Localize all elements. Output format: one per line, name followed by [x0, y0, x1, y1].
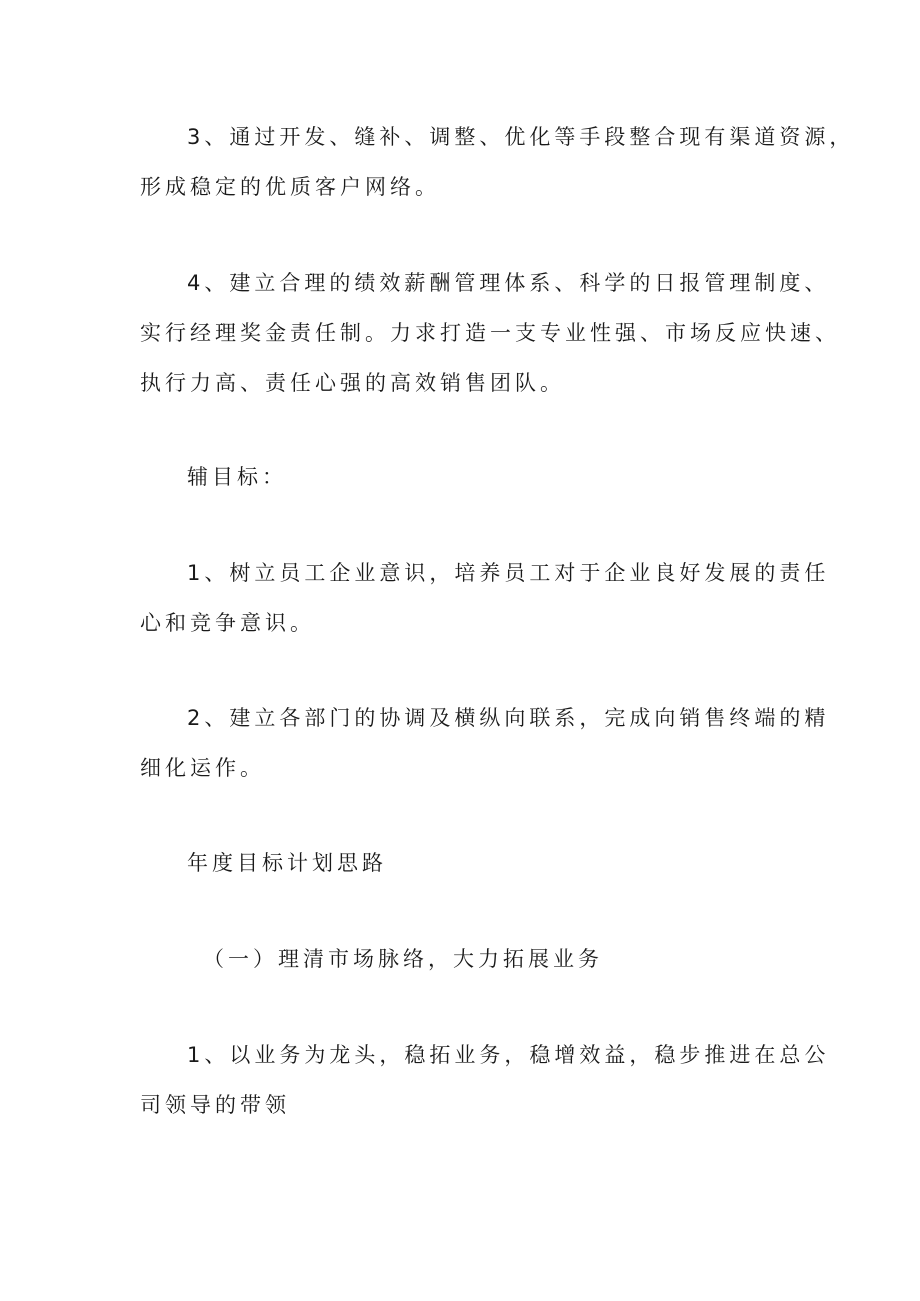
- paragraph-2-department-coordination: [140, 693, 830, 793]
- heading-section-one: [140, 934, 810, 984]
- paragraph-1-employee-awareness: [140, 548, 830, 648]
- paragraph-line: 司领导的带领: [140, 1093, 290, 1117]
- paragraph-line: 年度目标计划思路: [187, 851, 387, 875]
- paragraph-line: 实行经理奖金责任制。力求打造一支专业性强、市场反应快速、: [140, 321, 840, 345]
- paragraph-line: 心和竞争意识。: [140, 611, 315, 635]
- paragraph-line: 执行力高、责任心强的高效销售团队。: [140, 371, 565, 395]
- paragraph-line: 3、通过开发、缝补、调整、优化等手段整合现有渠道资源，: [187, 125, 855, 149]
- paragraph-line: 1、树立员工企业意识，培养员工对于企业良好发展的责任: [187, 561, 830, 585]
- paragraph-line: 1、以业务为龙头，稳拓业务，稳增效益，稳步推进在总公: [187, 1043, 830, 1067]
- paragraph-1-business-lead: [140, 1030, 830, 1130]
- paragraph-line: 4、建立合理的绩效薪酬管理体系、科学的日报管理制度、: [187, 271, 830, 295]
- paragraph-3-channel-resources: [140, 112, 855, 212]
- paragraph-line: 2、建立各部门的协调及横纵向联系，完成向销售终端的精: [187, 706, 830, 730]
- paragraph-line: 形成稳定的优质客户网络。: [140, 175, 440, 199]
- paragraph-line: 辅目标：: [187, 465, 287, 489]
- paragraph-line: （一）理清市场脉络，大力拓展业务: [203, 947, 603, 971]
- paragraph-4-performance-system: [140, 258, 840, 408]
- heading-annual-plan: [140, 838, 810, 888]
- heading-secondary-goals: [140, 452, 810, 502]
- paragraph-line: 细化运作。: [140, 756, 265, 780]
